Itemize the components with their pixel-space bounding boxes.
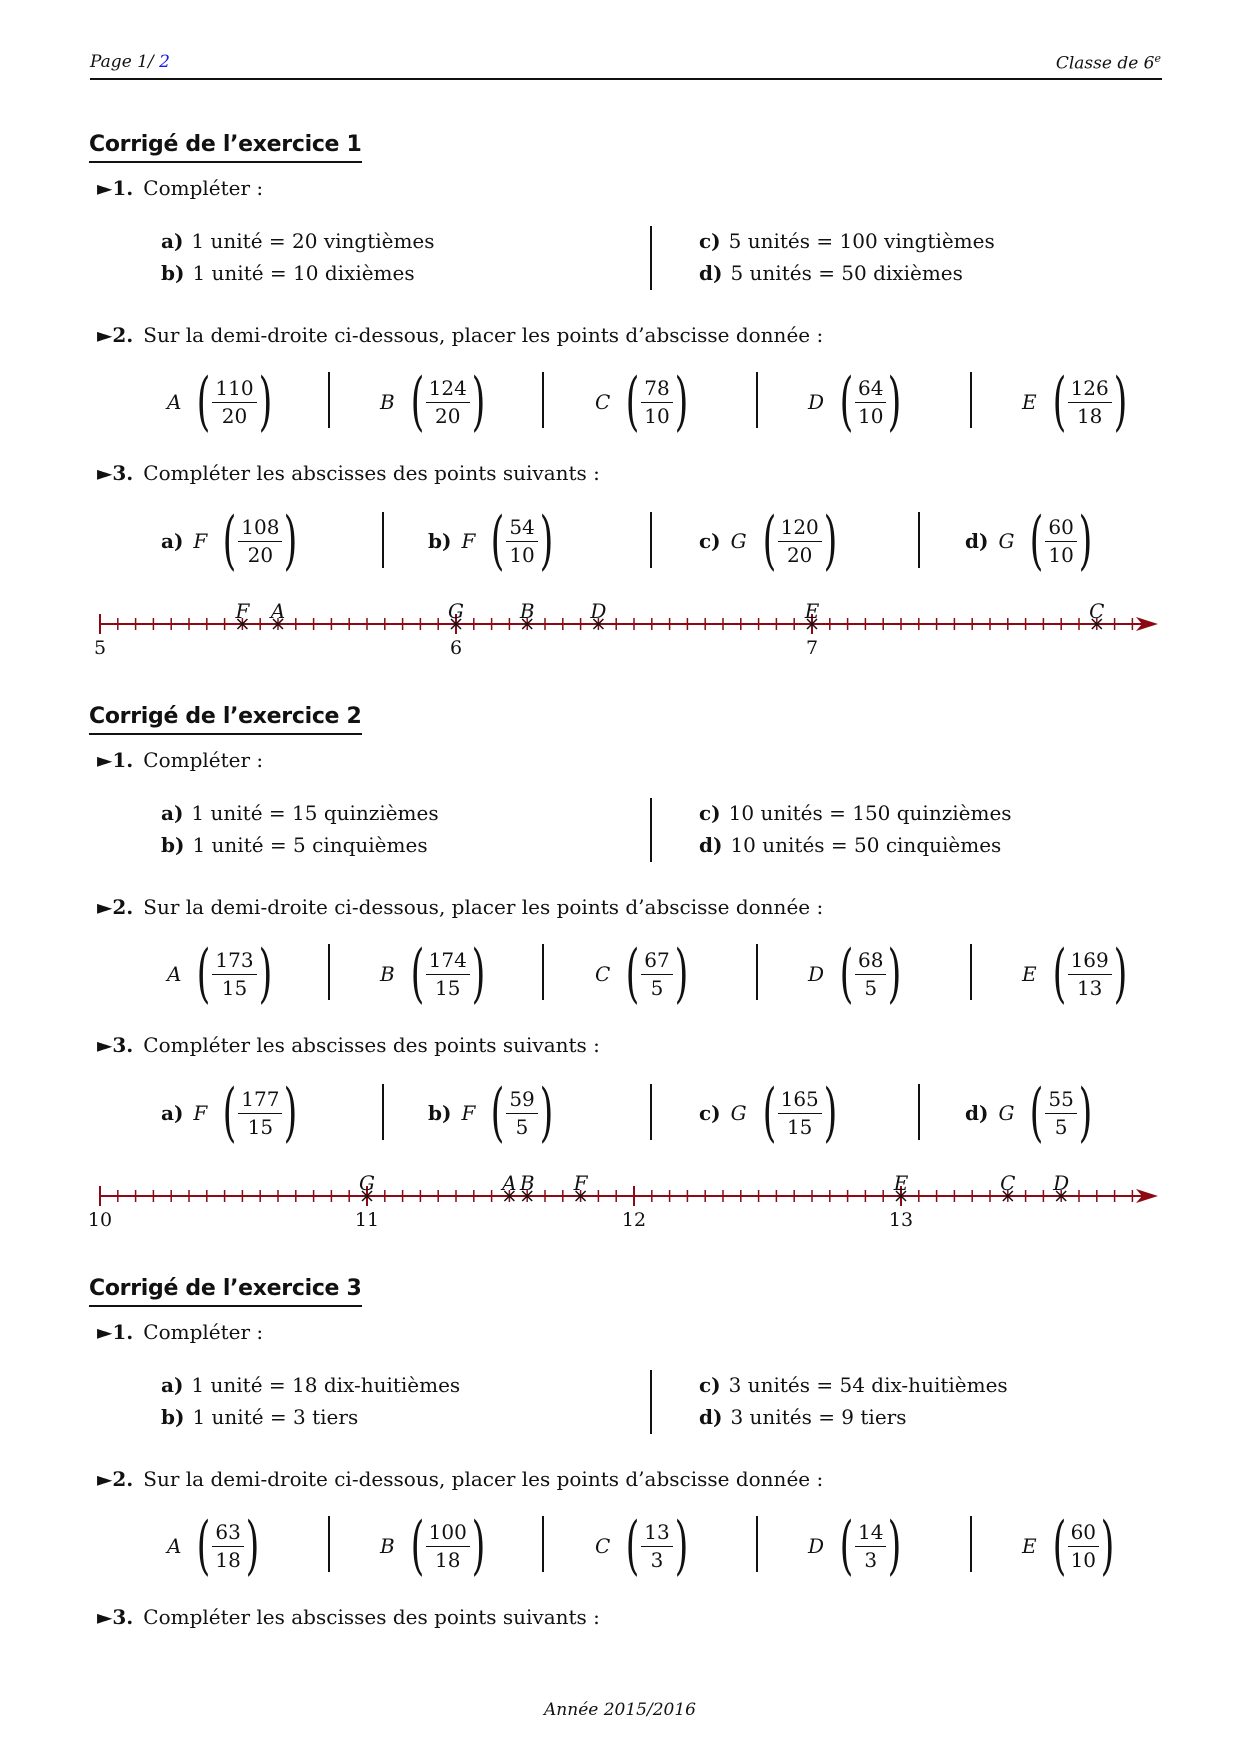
- exercise-2-title: Corrigé de l’exercice 2: [89, 704, 362, 735]
- class-label: Classe de 6e: [1055, 52, 1161, 74]
- ex3-q2: ►2. Sur la demi-droite ci-dessous, placer les points d’abscisse donnée :: [97, 1467, 824, 1491]
- ex3-point-C: C ( $\frac{13}{3}$ ): [595, 1509, 689, 1583]
- ex2-point-C: C ( $\frac{67}{5}$ ): [595, 937, 689, 1011]
- ex3-q1: ►1. Compléter :: [97, 1320, 264, 1344]
- point-label: F: [573, 1171, 588, 1195]
- ex3-q3: ►3. Compléter les abscisses des points suivants :: [97, 1605, 600, 1629]
- point-label: D: [590, 599, 607, 623]
- column-divider: [542, 1516, 544, 1572]
- ex3-q1-item-d: d) 3 unités = 9 tiers: [699, 1405, 907, 1429]
- ex1-q2: ►2. Sur la demi-droite ci-dessous, placer les points d’abscisse donnée :: [97, 323, 824, 347]
- ex1-q3: ►3. Compléter les abscisses des points suivants :: [97, 461, 600, 485]
- ex1-point-C: C ( $\frac{78}{10}$ ): [595, 365, 689, 439]
- axis-tick-label: 7: [805, 637, 819, 659]
- column-divider: [382, 1084, 384, 1140]
- ex1-q3-d: d) G ( $\frac{60}{10}$ ): [965, 504, 1093, 578]
- column-divider: [970, 372, 972, 428]
- point-label: D: [1053, 1171, 1070, 1195]
- point-label: A: [502, 1171, 517, 1195]
- column-divider: [328, 944, 330, 1000]
- column-divider: [328, 372, 330, 428]
- point-label: C: [1089, 599, 1105, 623]
- axis-tick-label: 10: [87, 1209, 113, 1231]
- ex2-q1-item-c: c) 10 unités = 150 quinzièmes: [699, 801, 1012, 825]
- point-label: B: [519, 1171, 535, 1195]
- point-label: F: [235, 599, 250, 623]
- point-label: C: [1000, 1171, 1016, 1195]
- ex2-q3: ►3. Compléter les abscisses des points suivants :: [97, 1033, 600, 1057]
- column-divider: [328, 1516, 330, 1572]
- column-divider: [756, 1516, 758, 1572]
- axis-tick-label: 6: [449, 637, 463, 659]
- footer-year: Année 2015/2016: [544, 1700, 696, 1720]
- ex2-point-B: B ( $\frac{174}{15}$ ): [380, 937, 486, 1011]
- ex2-q3-b: b) F ( $\frac{59}{5}$ ): [428, 1076, 554, 1150]
- ex2-q1-item-b: b) 1 unité = 5 cinquièmes: [161, 833, 428, 857]
- axis-tick-label: 5: [93, 637, 107, 659]
- page-indicator: Page 1/ 2: [90, 52, 170, 72]
- ex1-q1-item-d: d) 5 unités = 50 dixièmes: [699, 261, 963, 285]
- header-rule: [90, 78, 1162, 80]
- ex2-q2: ►2. Sur la demi-droite ci-dessous, placer les points d’abscisse donnée :: [97, 895, 824, 919]
- column-divider: [970, 944, 972, 1000]
- point-label: G: [359, 1171, 375, 1195]
- column-divider: [756, 944, 758, 1000]
- ex2-q1-item-a: a) 1 unité = 15 quinzièmes: [161, 801, 439, 825]
- ex2-q1-item-d: d) 10 unités = 50 cinquièmes: [699, 833, 1002, 857]
- column-divider: [382, 512, 384, 568]
- point-label: A: [270, 599, 286, 623]
- ex2-q3-a: a) F ( $\frac{177}{15}$ ): [161, 1076, 298, 1150]
- ex1-q1-item-c: c) 5 unités = 100 vingtièmes: [699, 229, 995, 253]
- point-label: E: [893, 1171, 909, 1195]
- ex1-point-E: E ( $\frac{126}{18}$ ): [1022, 365, 1128, 439]
- ex1-q3-b: b) F ( $\frac{54}{10}$ ): [428, 504, 554, 578]
- axis-tick-label: 12: [621, 1209, 647, 1231]
- column-divider: [918, 512, 920, 568]
- page-total-link[interactable]: 2: [159, 52, 170, 72]
- column-divider: [918, 1084, 920, 1140]
- ex2-point-A: A ( $\frac{173}{15}$ ): [167, 937, 272, 1011]
- ex1-q1-item-b: b) 1 unité = 10 dixièmes: [161, 261, 415, 285]
- ex1-point-D: D ( $\frac{64}{10}$ ): [808, 365, 902, 439]
- ex2-point-D: D ( $\frac{68}{5}$ ): [808, 937, 902, 1011]
- axis-tick-label: 11: [354, 1209, 380, 1231]
- point-label: E: [804, 599, 820, 623]
- exercise-3-title: Corrigé de l’exercice 3: [89, 1276, 362, 1307]
- ex2-q3-c: c) G ( $\frac{165}{15}$ ): [699, 1076, 838, 1150]
- column-divider: [650, 226, 652, 290]
- column-divider: [970, 1516, 972, 1572]
- ex1-q3-a: a) F ( $\frac{108}{20}$ ): [161, 504, 298, 578]
- ex1-q1-item-a: a) 1 unité = 20 vingtièmes: [161, 229, 435, 253]
- column-divider: [650, 798, 652, 862]
- ex3-q1-item-a: a) 1 unité = 18 dix-huitièmes: [161, 1373, 461, 1397]
- number-line-ex2: [0, 1162, 1240, 1242]
- number-line-ex1: [0, 590, 1240, 670]
- column-divider: [542, 372, 544, 428]
- column-divider: [650, 512, 652, 568]
- ex3-q1-item-b: b) 1 unité = 3 tiers: [161, 1405, 359, 1429]
- point-label: G: [448, 599, 464, 623]
- ex3-point-D: D ( $\frac{14}{3}$ ): [808, 1509, 902, 1583]
- ex1-point-B: B ( $\frac{124}{20}$ ): [380, 365, 486, 439]
- column-divider: [756, 372, 758, 428]
- ex3-q1-item-c: c) 3 unités = 54 dix-huitièmes: [699, 1373, 1008, 1397]
- ex3-point-B: B ( $\frac{100}{18}$ ): [380, 1509, 486, 1583]
- column-divider: [542, 944, 544, 1000]
- ex1-point-A: A ( $\frac{110}{20}$ ): [167, 365, 272, 439]
- ex3-point-A: A ( $\frac{63}{18}$ ): [167, 1509, 260, 1583]
- ex2-q3-d: d) G ( $\frac{55}{5}$ ): [965, 1076, 1093, 1150]
- axis-tick-label: 13: [888, 1209, 914, 1231]
- column-divider: [650, 1370, 652, 1434]
- point-label: B: [519, 599, 535, 623]
- ex2-point-E: E ( $\frac{169}{13}$ ): [1022, 937, 1128, 1011]
- column-divider: [650, 1084, 652, 1140]
- exercise-1-title: Corrigé de l’exercice 1: [89, 132, 362, 163]
- ex2-q1: ►1. Compléter :: [97, 748, 264, 772]
- ex1-q3-c: c) G ( $\frac{120}{20}$ ): [699, 504, 838, 578]
- ex1-q1: ►1. Compléter :: [97, 176, 264, 200]
- ex3-point-E: E ( $\frac{60}{10}$ ): [1022, 1509, 1115, 1583]
